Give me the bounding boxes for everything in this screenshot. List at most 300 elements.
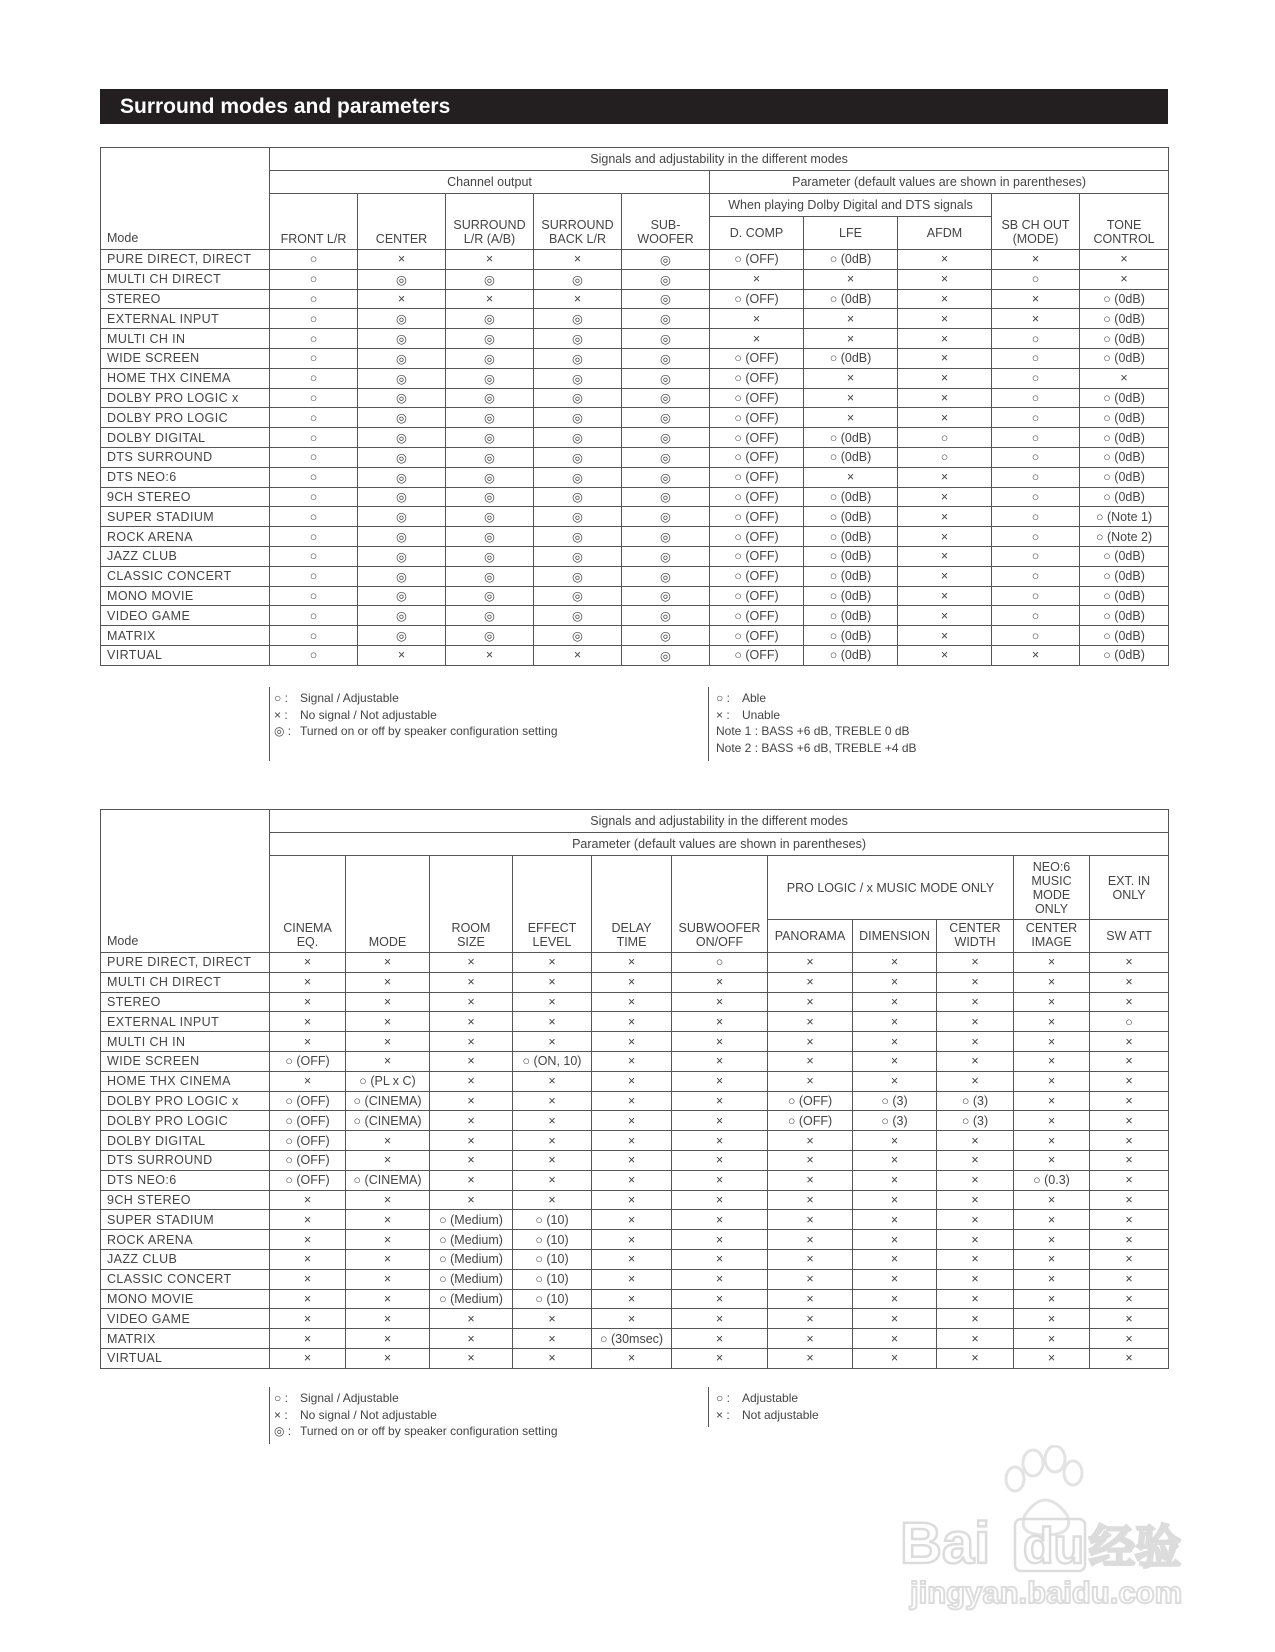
table-cell: ○ (OFF) <box>710 388 804 408</box>
table-cell: × <box>992 645 1080 665</box>
table-row <box>101 1131 1169 1151</box>
table-cell: ○ (10) <box>513 1210 592 1230</box>
table-cell: × <box>358 645 446 665</box>
table-cell: × <box>1090 1051 1169 1071</box>
table-cell: × <box>937 953 1014 973</box>
table-row <box>101 992 1169 1012</box>
table-cell: × <box>937 1329 1014 1349</box>
table-cell: ○ (OFF) <box>768 1091 853 1111</box>
mode-name: WIDE SCREEN <box>101 348 270 368</box>
table-cell: ◎ <box>622 447 710 467</box>
table-cell: × <box>534 289 622 309</box>
table-cell: ○ <box>270 487 358 507</box>
table-cell: ◎ <box>622 586 710 606</box>
table-cell: ○ (OFF) <box>710 606 804 626</box>
table-cell: ○ (Medium) <box>430 1269 513 1289</box>
table-cell: × <box>672 1210 768 1230</box>
table-cell: × <box>513 1032 592 1052</box>
table-cell: ◎ <box>534 507 622 527</box>
table-cell: ◎ <box>622 546 710 566</box>
table-cell: ○ <box>992 606 1080 626</box>
table-cell: × <box>898 408 992 428</box>
table-cell: × <box>853 1230 937 1250</box>
surround-channel-table <box>100 147 1169 666</box>
table-cell: ◎ <box>622 487 710 507</box>
col-surround-lr: SURROUND L/R (A/B) <box>446 194 534 250</box>
table-cell: × <box>804 388 898 408</box>
table-cell: × <box>446 645 534 665</box>
table-cell: ○ (30msec) <box>592 1329 672 1349</box>
mode-header-2: Mode <box>101 810 270 953</box>
table-cell: × <box>672 992 768 1012</box>
table-cell: ◎ <box>534 566 622 586</box>
table-cell: × <box>768 1032 853 1052</box>
table-cell: × <box>1090 1071 1169 1091</box>
table-cell: × <box>1014 1348 1090 1368</box>
table-cell: × <box>1090 1190 1169 1210</box>
table-cell: ○ <box>270 645 358 665</box>
table-cell: ○ (0dB) <box>804 447 898 467</box>
mode-name: PURE DIRECT, DIRECT <box>101 953 270 973</box>
table-cell: ◎ <box>446 566 534 586</box>
table-cell: × <box>768 972 853 992</box>
mode-name: MULTI CH DIRECT <box>101 972 270 992</box>
table-cell: × <box>768 1150 853 1170</box>
table-row <box>101 1170 1169 1190</box>
table-cell: × <box>513 1012 592 1032</box>
watermark-url-text: jingyan.baidu.com <box>910 1575 1183 1610</box>
table-cell: ◎ <box>358 487 446 507</box>
table-cell: × <box>1080 269 1169 289</box>
table-cell: × <box>592 1091 672 1111</box>
table-row <box>101 1150 1169 1170</box>
table-cell: × <box>898 645 992 665</box>
table-cell: × <box>513 1309 592 1329</box>
table-cell: × <box>898 626 992 646</box>
table-cell: × <box>270 1071 346 1091</box>
table-cell: × <box>1014 1329 1090 1349</box>
col-center-width: CENTER WIDTH <box>937 920 1014 953</box>
table-cell: ○ (10) <box>513 1249 592 1269</box>
table-cell: × <box>346 992 430 1012</box>
table-cell: × <box>672 1071 768 1091</box>
table-cell: ○ <box>992 428 1080 448</box>
table-cell: × <box>1014 1091 1090 1111</box>
table-cell: ○ <box>992 467 1080 487</box>
table-cell: × <box>1014 1249 1090 1269</box>
table-cell: ○ <box>270 408 358 428</box>
legend-left-2 <box>274 1390 558 1440</box>
table-cell: ◎ <box>358 606 446 626</box>
mode-name: JAZZ CLUB <box>101 1249 270 1269</box>
table-cell: × <box>1014 1289 1090 1309</box>
table-cell: × <box>937 1249 1014 1269</box>
table-cell: × <box>1014 1210 1090 1230</box>
table-cell: ○ (OFF) <box>710 586 804 606</box>
legend-right-2 <box>716 1390 819 1423</box>
table-cell: × <box>592 1230 672 1250</box>
table-cell: ○ (0dB) <box>804 566 898 586</box>
table-cell: ○ (3) <box>853 1091 937 1111</box>
table-cell: ◎ <box>358 527 446 547</box>
table-cell: ○ (0dB) <box>804 645 898 665</box>
col-sw-att: SW ATT <box>1090 920 1169 953</box>
table-cell: × <box>1014 1309 1090 1329</box>
table-cell: × <box>1090 1329 1169 1349</box>
col-delay-time: DELAY TIME <box>592 856 672 953</box>
col-center-image: CENTER IMAGE <box>1014 920 1090 953</box>
watermark-logo-text: Bai <box>900 1511 991 1576</box>
table-cell: × <box>937 992 1014 1012</box>
table-cell: ○ <box>992 408 1080 428</box>
legend-item: × : No signal / Not adjustable <box>274 707 437 722</box>
table-cell: ○ (0dB) <box>804 289 898 309</box>
table-row <box>101 289 1169 309</box>
table-cell: ○ <box>270 368 358 388</box>
table-cell: × <box>853 1309 937 1329</box>
mode-name: DTS SURROUND <box>101 447 270 467</box>
mode-name: ROCK ARENA <box>101 527 270 547</box>
table-cell: × <box>430 1012 513 1032</box>
table-cell: × <box>513 992 592 1012</box>
mode-name: SUPER STADIUM <box>101 1210 270 1230</box>
table-cell: ○ (OFF) <box>270 1111 346 1131</box>
table-cell: × <box>1014 1269 1090 1289</box>
table-cell: ○ (OFF) <box>710 447 804 467</box>
table-cell: ◎ <box>622 566 710 586</box>
table-cell: × <box>937 1348 1014 1368</box>
table-cell: × <box>768 1210 853 1230</box>
table-cell: ○ <box>1090 1012 1169 1032</box>
table-cell: ◎ <box>534 467 622 487</box>
table-cell: ◎ <box>446 606 534 626</box>
table-row <box>101 1230 1169 1250</box>
col-afdm: AFDM <box>898 217 992 250</box>
table-cell: × <box>853 1170 937 1190</box>
table-cell: × <box>446 289 534 309</box>
table-row <box>101 329 1169 349</box>
table-cell: ◎ <box>534 606 622 626</box>
table-cell: ◎ <box>446 527 534 547</box>
table-cell: × <box>513 1190 592 1210</box>
table-cell: ○ (OFF) <box>710 626 804 646</box>
table-row <box>101 1071 1169 1091</box>
table-cell: × <box>346 1210 430 1230</box>
table-row <box>101 1012 1169 1032</box>
table-cell: × <box>270 1289 346 1309</box>
table-cell: × <box>1014 1032 1090 1052</box>
mode-name: VIDEO GAME <box>101 1309 270 1329</box>
table-cell: × <box>270 1249 346 1269</box>
table-cell: × <box>710 269 804 289</box>
table-cell: × <box>768 1289 853 1309</box>
mode-name: DOLBY DIGITAL <box>101 1131 270 1151</box>
table-cell: ○ <box>992 626 1080 646</box>
table-row <box>101 1249 1169 1269</box>
table-cell: ○ <box>270 586 358 606</box>
table-cell: × <box>768 1051 853 1071</box>
table-cell: × <box>592 1309 672 1329</box>
table-cell: × <box>937 1131 1014 1151</box>
table-cell: × <box>672 1111 768 1131</box>
table-cell: × <box>853 1012 937 1032</box>
col-dimension: DIMENSION <box>853 920 937 953</box>
table-cell: ○ <box>270 447 358 467</box>
table-cell: × <box>768 1309 853 1329</box>
table-cell: ◎ <box>446 626 534 646</box>
table-cell: ◎ <box>358 368 446 388</box>
table-cell: ○ (OFF) <box>710 348 804 368</box>
table-cell: ○ (0dB) <box>804 428 898 448</box>
table-cell: ○ <box>270 467 358 487</box>
mode-name: STEREO <box>101 992 270 1012</box>
table-cell: ○ (CINEMA) <box>346 1111 430 1131</box>
table-cell: ◎ <box>358 586 446 606</box>
table-cell: ○ (3) <box>853 1111 937 1131</box>
legend-item: ○ : Able <box>716 691 767 705</box>
table-cell: ○ <box>992 368 1080 388</box>
mode-name: STEREO <box>101 289 270 309</box>
table-cell: × <box>513 1348 592 1368</box>
table-cell: ◎ <box>358 447 446 467</box>
table-cell: ○ (0dB) <box>1080 546 1169 566</box>
table-cell: × <box>430 1329 513 1349</box>
table-cell: × <box>853 1032 937 1052</box>
table-row <box>101 487 1169 507</box>
table-cell: × <box>672 1329 768 1349</box>
table-cell: × <box>672 1012 768 1032</box>
table-cell: ○ (CINEMA) <box>346 1170 430 1190</box>
table-cell: ○ (OFF) <box>710 368 804 388</box>
table-cell: × <box>853 1131 937 1151</box>
table-cell: × <box>1090 1348 1169 1368</box>
table-cell: × <box>1090 1249 1169 1269</box>
mode-name: ROCK ARENA <box>101 1230 270 1250</box>
table-cell: ◎ <box>534 368 622 388</box>
table-cell: ○ (Medium) <box>430 1230 513 1250</box>
legend-item: ○ : Adjustable <box>716 1391 799 1405</box>
table-cell: ◎ <box>622 408 710 428</box>
table-cell: × <box>346 1190 430 1210</box>
table-cell: ○ <box>270 626 358 646</box>
table-cell: × <box>270 1309 346 1329</box>
table-cell: ○ <box>992 348 1080 368</box>
table-cell: ○ (0dB) <box>1080 467 1169 487</box>
table-cell: × <box>534 250 622 270</box>
table-cell: ◎ <box>358 269 446 289</box>
table-cell: ○ <box>992 566 1080 586</box>
table-cell: × <box>672 1032 768 1052</box>
table-cell: ○ (10) <box>513 1230 592 1250</box>
table-cell: ○ (Note 1) <box>1080 507 1169 527</box>
table-cell: ○ (0dB) <box>804 586 898 606</box>
table-cell: ○ (OFF) <box>270 1091 346 1111</box>
table-cell: × <box>430 1032 513 1052</box>
table-cell: × <box>672 1309 768 1329</box>
table-cell: × <box>1014 953 1090 973</box>
table-row <box>101 1269 1169 1289</box>
table-cell: × <box>430 1131 513 1151</box>
table-cell: × <box>430 1071 513 1091</box>
table-cell: × <box>898 250 992 270</box>
table-cell: × <box>430 1111 513 1131</box>
table-cell: ○ (OFF) <box>768 1111 853 1131</box>
surround-parameter-table <box>100 809 1169 1369</box>
table-cell: ◎ <box>534 428 622 448</box>
table-cell: ◎ <box>446 467 534 487</box>
table-cell: × <box>513 972 592 992</box>
svg-text:经验: 经验 <box>1089 1520 1181 1574</box>
table-cell: ○ <box>270 507 358 527</box>
table-cell: ○ (OFF) <box>710 428 804 448</box>
table-cell: × <box>346 1150 430 1170</box>
table-cell: × <box>937 1309 1014 1329</box>
table-cell: × <box>270 992 346 1012</box>
table-cell: ○ <box>992 527 1080 547</box>
table-row <box>101 1111 1169 1131</box>
table-cell: ◎ <box>622 428 710 448</box>
table-cell: ◎ <box>446 348 534 368</box>
table-cell: × <box>898 606 992 626</box>
table-row <box>101 1309 1169 1329</box>
table-cell: × <box>672 1289 768 1309</box>
table-row <box>101 447 1169 467</box>
table-cell: ○ (0dB) <box>804 606 898 626</box>
table-row <box>101 626 1169 646</box>
table-cell: × <box>672 1150 768 1170</box>
table-cell: ◎ <box>534 348 622 368</box>
table-cell: × <box>672 1131 768 1151</box>
table-cell: × <box>992 289 1080 309</box>
table-cell: × <box>1090 1131 1169 1151</box>
table-cell: × <box>992 250 1080 270</box>
table-row <box>101 1289 1169 1309</box>
mode-name: VIRTUAL <box>101 645 270 665</box>
table-row <box>101 527 1169 547</box>
table-cell: × <box>937 1170 1014 1190</box>
table-cell: ○ <box>270 527 358 547</box>
table-cell: ◎ <box>358 507 446 527</box>
table-cell: ○ <box>270 428 358 448</box>
table-cell: ○ (0dB) <box>804 626 898 646</box>
table-cell: ○ (3) <box>937 1111 1014 1131</box>
col-d-comp: D. COMP <box>710 217 804 250</box>
table-cell: ◎ <box>534 309 622 329</box>
table-cell: × <box>898 388 992 408</box>
table-cell: ◎ <box>622 289 710 309</box>
table-cell: ○ (0dB) <box>1080 289 1169 309</box>
dolby-dts-header: When playing Dolby Digital and DTS signals <box>710 194 992 217</box>
table-cell: × <box>853 1329 937 1349</box>
table-cell: × <box>804 368 898 388</box>
table-cell: ○ (OFF) <box>710 408 804 428</box>
legend-item: × : Unable <box>716 707 781 722</box>
table-row <box>101 1091 1169 1111</box>
table-cell: × <box>1090 992 1169 1012</box>
table-cell: × <box>270 1012 346 1032</box>
table-cell: × <box>513 1131 592 1151</box>
table-cell: × <box>592 1051 672 1071</box>
table-cell: × <box>346 972 430 992</box>
table-cell: × <box>1090 1091 1169 1111</box>
table-cell: ○ (OFF) <box>270 1150 346 1170</box>
mode-header: Mode <box>101 148 270 250</box>
table-row <box>101 1210 1169 1230</box>
pro-logic-header: PRO LOGIC / x MUSIC MODE ONLY <box>768 856 1014 920</box>
table-cell: × <box>804 309 898 329</box>
table-cell: ◎ <box>446 447 534 467</box>
table-cell: × <box>672 1170 768 1190</box>
table-cell: × <box>937 1269 1014 1289</box>
table-cell: × <box>1014 1230 1090 1250</box>
table-cell: × <box>346 1249 430 1269</box>
table-cell: × <box>430 1051 513 1071</box>
table-cell: ○ (OFF) <box>270 1051 346 1071</box>
table-cell: ○ (0dB) <box>1080 487 1169 507</box>
legend-item: ○ : Signal / Adjustable <box>274 691 399 705</box>
table-cell: ◎ <box>622 250 710 270</box>
table-cell: × <box>592 1210 672 1230</box>
table-cell: ◎ <box>446 487 534 507</box>
table-cell: × <box>1090 1309 1169 1329</box>
table-cell: × <box>592 953 672 973</box>
table-cell: × <box>592 1071 672 1091</box>
table-cell: × <box>937 1210 1014 1230</box>
table-cell: ◎ <box>622 527 710 547</box>
legend-right-1 <box>716 690 917 756</box>
table-cell: × <box>710 309 804 329</box>
table-cell: × <box>853 1071 937 1091</box>
table-cell: × <box>270 1348 346 1368</box>
table-row <box>101 507 1169 527</box>
table-cell: × <box>270 1032 346 1052</box>
table-cell: × <box>1090 953 1169 973</box>
table-row <box>101 309 1169 329</box>
table-cell: × <box>1014 1111 1090 1131</box>
table-cell: ○ <box>992 447 1080 467</box>
table-cell: × <box>768 1269 853 1289</box>
table-cell: × <box>710 329 804 349</box>
table-cell: × <box>1080 368 1169 388</box>
col-center: CENTER <box>358 194 446 250</box>
table-cell: ◎ <box>446 329 534 349</box>
table-cell: ○ (0dB) <box>804 250 898 270</box>
signals-header: Signals and adjustability in the different modes <box>270 148 1169 171</box>
table-cell: × <box>592 1269 672 1289</box>
table-row <box>101 953 1169 973</box>
table-cell: × <box>1090 1289 1169 1309</box>
table-cell: × <box>430 1190 513 1210</box>
table-cell: ○ (PL x C) <box>346 1071 430 1091</box>
table-cell: × <box>937 1230 1014 1250</box>
channel-output-header: Channel output <box>270 171 710 194</box>
table-cell: × <box>898 507 992 527</box>
table-cell: × <box>898 289 992 309</box>
mode-name: DTS SURROUND <box>101 1150 270 1170</box>
table-cell: ◎ <box>534 586 622 606</box>
table-cell: × <box>513 1071 592 1091</box>
table-cell: ◎ <box>622 348 710 368</box>
table-cell: ◎ <box>358 428 446 448</box>
table-cell: × <box>853 1249 937 1269</box>
table-cell: × <box>346 1012 430 1032</box>
table-cell: ○ (Note 2) <box>1080 527 1169 547</box>
table-row <box>101 1190 1169 1210</box>
table-cell: ○ <box>992 546 1080 566</box>
table-cell: × <box>430 1150 513 1170</box>
table-cell: × <box>1090 1269 1169 1289</box>
mode-name: MULTI CH IN <box>101 329 270 349</box>
